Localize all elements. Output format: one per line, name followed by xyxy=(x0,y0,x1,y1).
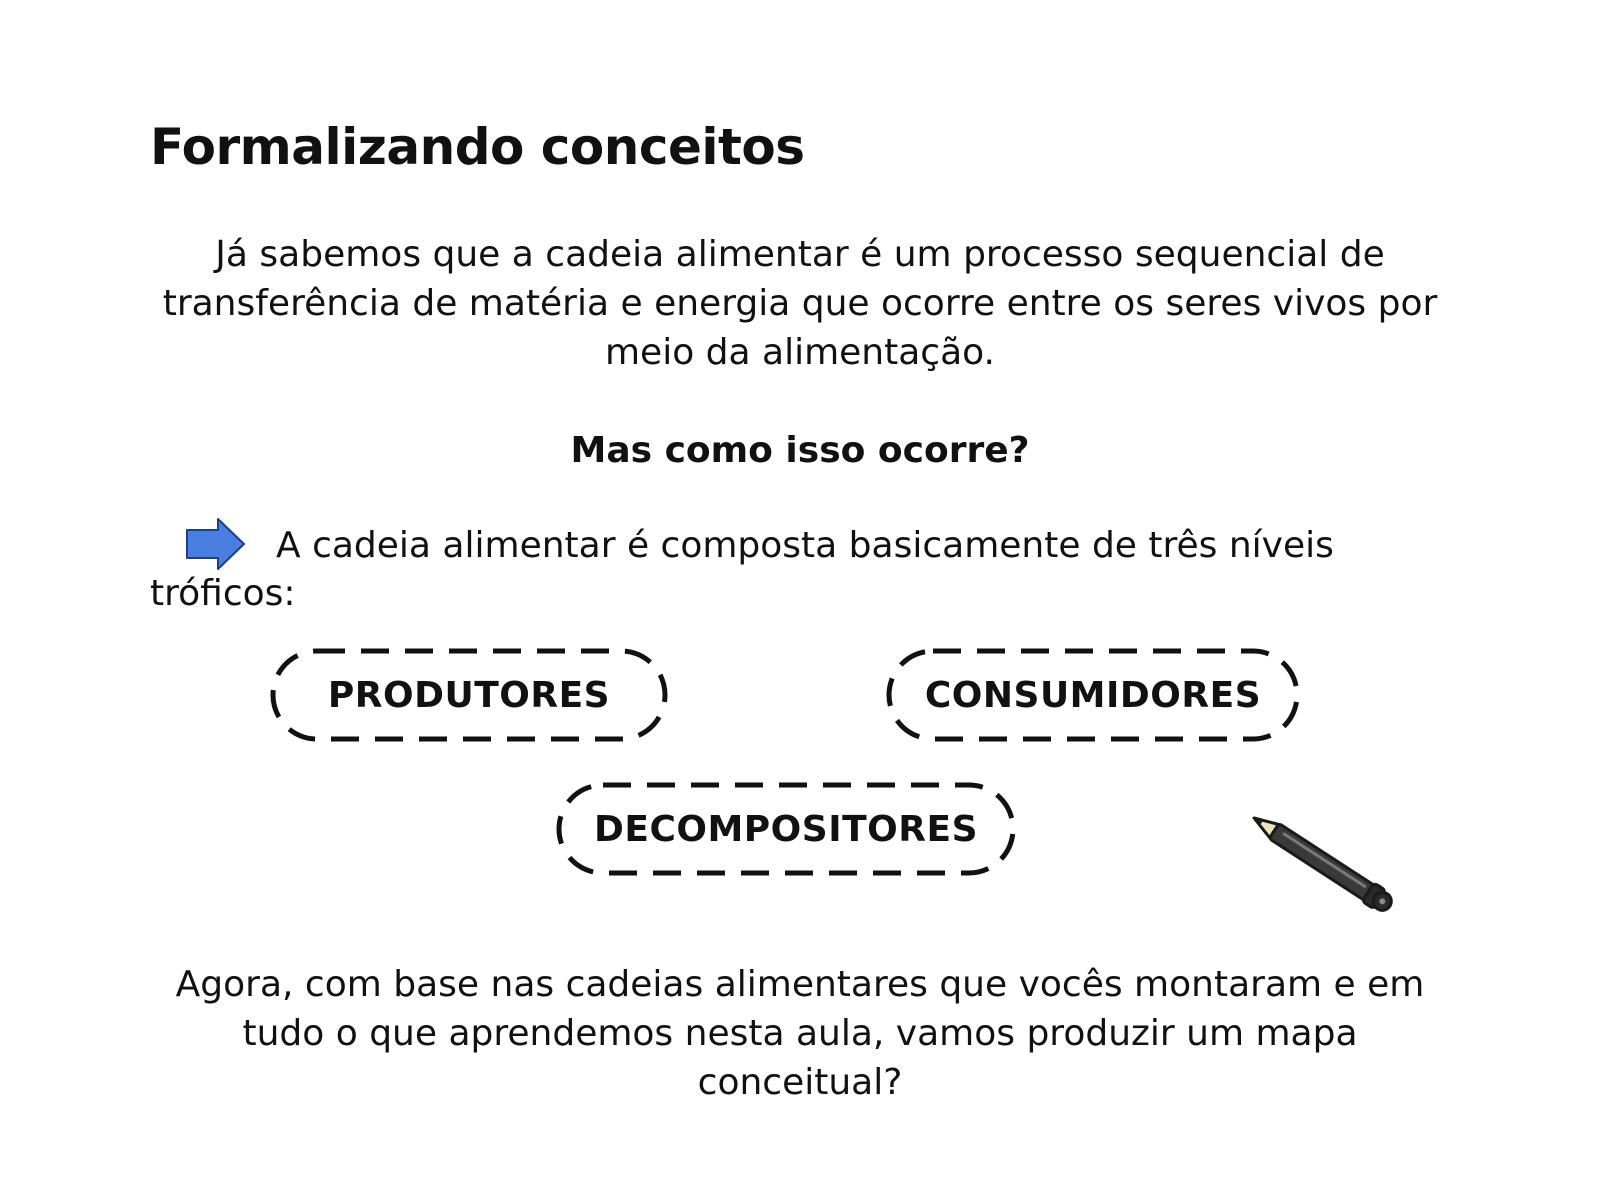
levels-intro-line1: A cadeia alimentar é composta basicamente de três níveis xyxy=(276,525,1334,566)
trophic-level-decompositores xyxy=(556,782,1016,876)
question-heading: Mas como isso ocorre? xyxy=(570,430,1030,471)
closing-paragraph: Agora, com base nas cadeias alimentares que vocês montaram e em tudo o que aprendemos nesta aula, vamos produzir um mapa conceitual? xyxy=(175,964,1425,1103)
trophic-level-label: CONSUMIDORES xyxy=(924,674,1262,716)
levels-intro-line2: tróficos: xyxy=(150,573,296,614)
trophic-level-label: DECOMPOSITORES xyxy=(593,808,979,850)
trophic-level-produtores xyxy=(270,648,668,742)
trophic-level-label: PRODUTORES xyxy=(327,674,611,716)
slide-title: Formalizando conceitos xyxy=(150,118,805,176)
intro-paragraph: Já sabemos que a cadeia alimentar é um processo sequencial de transferência de matéria e energia que ocorre entre os seres vivos por meio da alimentação. xyxy=(162,234,1438,373)
trophic-level-consumidores xyxy=(886,648,1300,742)
right-arrow-icon xyxy=(186,518,246,570)
pencil-icon xyxy=(1244,808,1414,928)
